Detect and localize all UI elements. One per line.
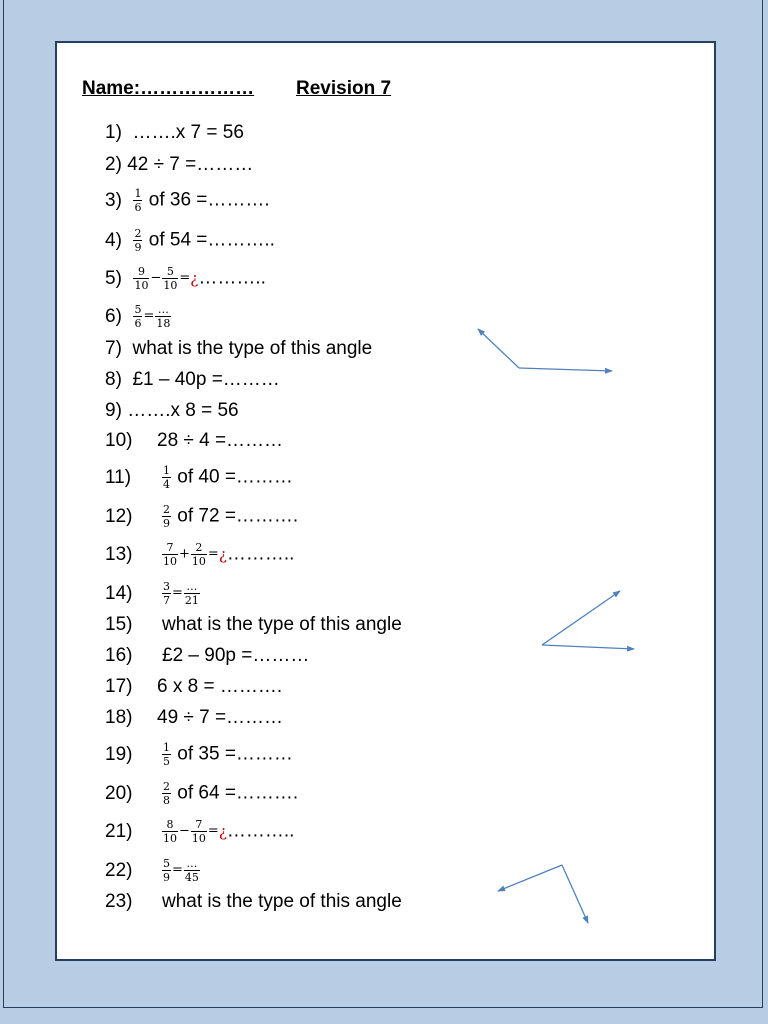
question-7	[105, 338, 372, 360]
question-text: ………..	[226, 543, 295, 565]
fraction: $\frac{\dots}{45}$	[184, 857, 199, 884]
error-mark: ¿	[218, 822, 227, 841]
question-number: 18)	[105, 707, 133, 728]
question-5: 5) $\frac{9}{10}$ − $\frac{5}{10}$ =¿………..	[105, 265, 266, 292]
question-number: 4)	[105, 229, 122, 251]
question-21: 21) $\frac{8}{10}$ − $\frac{7}{10}$ =¿………..	[105, 818, 295, 845]
question-text: of 64 =……….	[177, 782, 299, 804]
question-number: 13)	[105, 543, 133, 565]
question-text: 28 ÷ 4 =………	[157, 430, 284, 451]
question-20	[105, 780, 299, 807]
fraction: $\frac{5}{6}$	[134, 303, 142, 330]
question-number: 17)	[105, 676, 133, 697]
question-8	[105, 369, 280, 391]
question-15	[105, 614, 402, 636]
fraction: $\frac{1}{4}$	[163, 464, 170, 491]
fraction: $\frac{2}{10}$	[191, 541, 206, 568]
question-number: 2)	[105, 154, 122, 175]
question-text: 49 ÷ 7 =………	[157, 707, 284, 728]
question-4	[105, 227, 275, 254]
question-number: 15)	[105, 614, 133, 635]
question-13: 13) $\frac{7}{10}$ + $\frac{2}{10}$ =¿………..	[105, 541, 295, 568]
fraction: $\frac{5}{9}$	[163, 857, 170, 884]
question-16	[105, 645, 309, 667]
question-number: 12)	[105, 505, 133, 527]
question-14: 14) $\frac{3}{7}$ = $\frac{\dots}{21}$	[105, 580, 199, 607]
fraction: $\frac{9}{10}$	[134, 265, 149, 292]
worksheet-title: Revision 7	[296, 78, 392, 99]
question-text: ………..	[198, 267, 266, 289]
question-text: of 36 =……….	[148, 189, 270, 211]
fraction: $\frac{2}{9}$	[163, 503, 170, 530]
question-3	[105, 187, 270, 214]
question-18	[105, 707, 283, 729]
fraction: $\frac{2}{8}$	[163, 780, 170, 807]
question-17	[105, 676, 282, 698]
question-number: 3)	[105, 189, 122, 211]
question-number: 7)	[105, 338, 122, 359]
question-number: 11)	[105, 466, 132, 488]
error-mark: ¿	[190, 269, 199, 288]
name-field: Name:………………	[82, 78, 255, 99]
question-number: 23)	[105, 891, 133, 912]
question-number: 1)	[105, 122, 122, 143]
fraction: $\frac{1}{6}$	[134, 187, 142, 214]
question-19	[105, 741, 293, 768]
question-text: …….x 7 = 56	[132, 122, 244, 143]
question-text: of 54 =………..	[148, 229, 275, 251]
question-text: what is the type of this angle	[162, 891, 402, 912]
question-text: ………..	[226, 820, 295, 842]
question-text: what is the type of this angle	[132, 338, 373, 359]
question-text: …….x 8 = 56	[127, 400, 239, 421]
question-number: 20)	[105, 782, 133, 804]
question-9	[105, 400, 239, 422]
question-text: £1 – 40p =………	[132, 369, 280, 390]
question-number: 5)	[105, 267, 122, 289]
question-6: 6) $\frac{5}{6}$ = $\frac{\dots}{18}$	[105, 303, 171, 330]
fraction: $\frac{8}{10}$	[163, 818, 177, 845]
question-number: 10)	[105, 430, 133, 451]
question-1	[105, 122, 244, 144]
question-number: 14)	[105, 582, 133, 604]
error-mark: ¿	[218, 545, 227, 564]
question-10	[105, 430, 283, 452]
question-text: 42 ÷ 7 =………	[127, 154, 254, 175]
question-text: £2 – 90p =………	[162, 645, 310, 666]
fraction: $\frac{7}{10}$	[163, 541, 177, 568]
question-number: 8)	[105, 369, 122, 390]
fraction: $\frac{3}{7}$	[163, 580, 170, 607]
fraction: $\frac{7}{10}$	[191, 818, 206, 845]
question-number: 9)	[105, 400, 122, 421]
question-number: 16)	[105, 645, 133, 666]
question-11	[105, 464, 293, 491]
fraction: $\frac{1}{5}$	[163, 741, 170, 768]
question-2	[105, 154, 253, 176]
question-number: 19)	[105, 743, 133, 765]
question-text: of 40 =………	[177, 466, 293, 488]
fraction: $\frac{\dots}{18}$	[156, 303, 171, 330]
fraction: $\frac{\dots}{21}$	[184, 580, 199, 607]
question-number: 21)	[105, 820, 133, 842]
question-text: what is the type of this angle	[162, 614, 402, 635]
question-text: of 35 =………	[177, 743, 293, 765]
question-number: 6)	[105, 305, 122, 327]
fraction: $\frac{5}{10}$	[163, 265, 178, 292]
question-number: 22)	[105, 859, 133, 881]
question-text: of 72 =……….	[177, 505, 299, 527]
question-22: 22) $\frac{5}{9}$ = $\frac{\dots}{45}$	[105, 857, 199, 884]
question-23	[105, 891, 402, 913]
fraction: $\frac{2}{9}$	[134, 227, 142, 254]
question-text: 6 x 8 = ……….	[157, 676, 283, 697]
question-12	[105, 503, 299, 530]
